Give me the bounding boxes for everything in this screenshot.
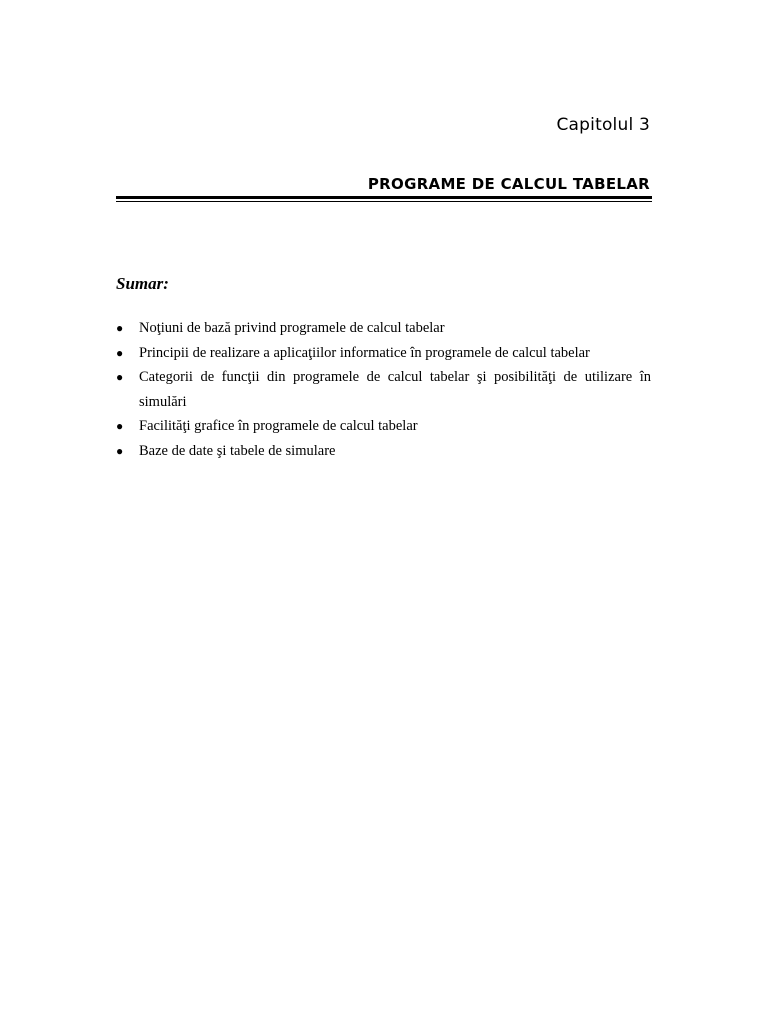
list-item — [116, 439, 651, 464]
list-item-text: Principii de realizare a aplicaţiilor informatice în programele de calcul tabelar — [139, 344, 590, 361]
title-underline-thick — [116, 196, 652, 199]
summary-heading: Sumar: — [116, 274, 169, 293]
bullet-icon: ● — [116, 370, 124, 384]
summary-list — [116, 316, 651, 463]
list-item-text: Baze de date şi tabele de simulare — [139, 442, 336, 459]
list-item-text: Facilităţi grafice în programele de calcul tabelar — [139, 418, 418, 434]
list-item — [116, 414, 651, 439]
chapter-title: PROGRAME DE CALCUL TABELAR — [367, 175, 650, 193]
bullet-icon: ● — [116, 321, 124, 335]
title-underline-thin — [116, 201, 652, 202]
chapter-label: Capitolul 3 — [556, 115, 650, 135]
list-item-text: Categorii de funcţii din programele de calcul tabelar şi posibilităţi de utilizare în simulări — [139, 369, 651, 410]
list-item — [116, 341, 651, 366]
list-item — [116, 365, 651, 414]
bullet-icon: ● — [116, 419, 124, 433]
list-item — [116, 316, 651, 341]
list-item-text: Noţiuni de bază privind programele de calcul tabelar — [139, 320, 445, 336]
bullet-icon: ● — [116, 345, 124, 360]
bullet-icon: ● — [116, 443, 124, 458]
